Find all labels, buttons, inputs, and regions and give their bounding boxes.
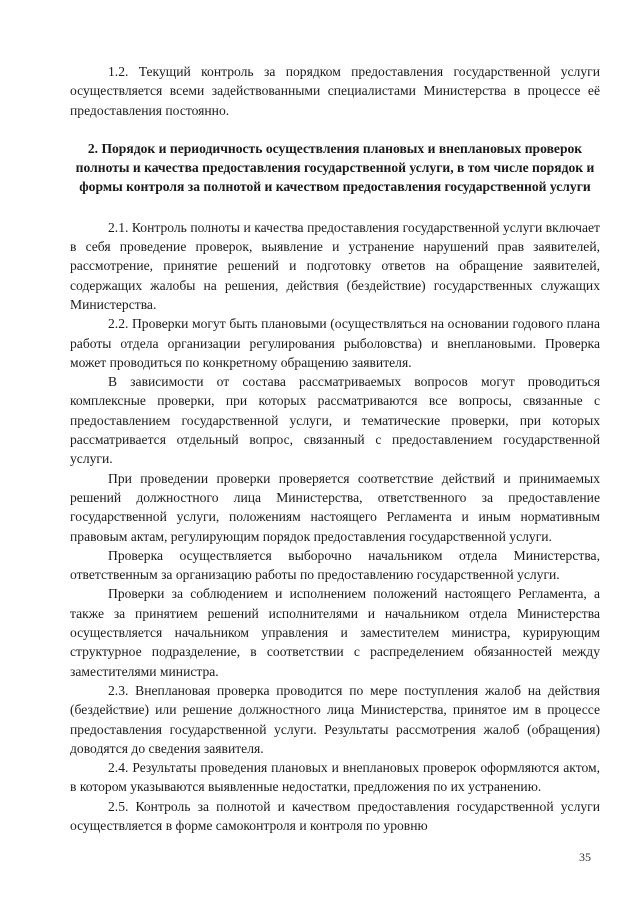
paragraph-selective-check: Проверка осуществляется выборочно начальником отдела Министерства, ответственным за организацию работы по предоставлению государственной услуги. [70,547,600,583]
paragraph-2-3: 2.3. Внеплановая проверка проводится по мере поступления жалоб на действия (бездействие) или решение должностного лица Министерства, принятое им в процессе предоставления государственной услуги. Результаты рассмотрения жалоб (обращения) доводятся до сведения заявителя. [70,682,600,756]
paragraph-2-2: 2.2. Проверки могут быть плановыми (осуществляться на основании годового плана работы отдела организации регулирования рыболовства) и внеплановыми. Проверка может проводиться по конкретному обращению заявителя. [70,316,600,370]
paragraph-inspection-scope: При проведении проверки проверяется соответствие действий и принимаемых решений должностного лица Министерства, ответственного за предоставление государственной услуги, положениям настоящего Регламента и иным нормативным правовым актам, регулирующим порядок предоставления государственной услуги. [70,470,600,544]
paragraph-1-2: 1.2. Текущий контроль за порядком предоставления государственной услуги осуществляется всеми задействованными специалистами Министерства в процессе её предоставления постоянно. [70,64,600,118]
document-body [70,62,600,835]
paragraph-inspection-types: В зависимости от состава рассматриваемых вопросов могут проводиться комплексные проверки, при которых рассматриваются все вопросы, связанные с предоставлением государственной услуги, и тематические проверки, при которых рассматривается отдельный вопрос, связанный с предоставлением государственной услуги. [70,374,600,467]
paragraph-2-5: 2.5. Контроль за полнотой и качеством предоставления государственной услуги осуществляется в форме самоконтроля и контроля по уровню [70,798,600,833]
paragraph-2-4: 2.4. Результаты проведения плановых и внеплановых проверок оформляются актом, в котором указываются выявленные недостатки, предложения по их устранению. [70,760,600,795]
paragraph-2-1: 2.1. Контроль полноты и качества предоставления государственной услуги включает в себя проведение проверок, выявление и устранение нарушений прав заявителей, рассмотрение, принятие решений и подготовку ответов на обращение заявителей, содержащих жалобы на решения, действия (бездействие) государственных служащих Министерства. [70,219,600,312]
section-heading: 2. Порядок и периодичность осуществления плановых и внеплановых проверок полноты и качества предоставления государственной услуги, в том числе порядок и формы контроля за полнотой и качеством предоставления государственной услуги [75,140,595,195]
paragraph-compliance-checks: Проверки за соблюдением и исполнением положений настоящего Регламента, а также за принятием решений исполнителями и начальником отдела Министерства осуществляется начальником управления и заместителем министра, курирующим структурное подразделение, в соответствии с распределением обязанностей между заместителями министра. [70,586,600,679]
page-number: 35 [579,850,591,864]
